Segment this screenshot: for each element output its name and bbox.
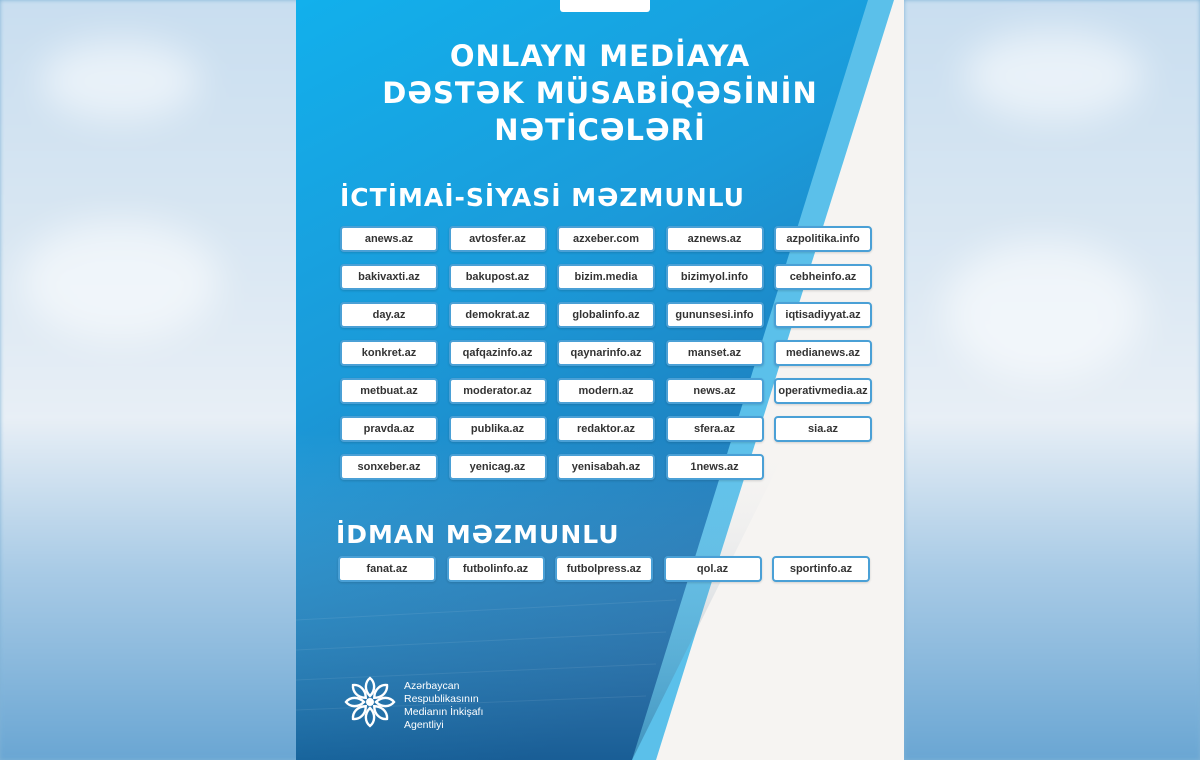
- media-chip: sia.az: [774, 416, 872, 442]
- media-chip: konkret.az: [340, 340, 438, 366]
- media-chip: manset.az: [666, 340, 764, 366]
- media-chip: demokrat.az: [449, 302, 547, 328]
- agency-name-line-1: Azərbaycan: [404, 680, 460, 692]
- media-chip: sportinfo.az: [772, 556, 870, 582]
- media-chip: globalinfo.az: [557, 302, 655, 328]
- blurred-background-right: [904, 0, 1200, 760]
- media-chip: avtosfer.az: [449, 226, 547, 252]
- blurred-background-left: [0, 0, 300, 760]
- media-chip: yenisabah.az: [557, 454, 655, 480]
- media-chip: redaktor.az: [557, 416, 655, 442]
- agency-logo: [344, 676, 544, 736]
- media-chip: cebheinfo.az: [774, 264, 872, 290]
- media-chip: qol.az: [664, 556, 762, 582]
- media-chip: fanat.az: [338, 556, 436, 582]
- title-line-2: DƏSTƏK MÜSABİQƏSİNİN: [382, 76, 818, 110]
- media-chip: futbolpress.az: [555, 556, 653, 582]
- media-chip: operativmedia.az: [774, 378, 872, 404]
- media-chip: yenicag.az: [449, 454, 547, 480]
- section-heading-political: İCTİMAİ-SİYASİ MƏZMUNLU: [340, 183, 745, 212]
- agency-flower-logo-icon: [344, 676, 396, 728]
- poster-title: [296, 38, 904, 149]
- media-chip: qafqazinfo.az: [449, 340, 547, 366]
- agency-name: [404, 680, 483, 732]
- media-chip: qaynarinfo.az: [557, 340, 655, 366]
- section-heading-sports: İDMAN MƏZMUNLU: [336, 520, 620, 549]
- media-chip: moderator.az: [449, 378, 547, 404]
- media-chip: news.az: [666, 378, 764, 404]
- media-chip: bakivaxti.az: [340, 264, 438, 290]
- media-chip: aznews.az: [666, 226, 764, 252]
- media-chip: sfera.az: [666, 416, 764, 442]
- poster: [296, 0, 904, 760]
- media-chip: 1news.az: [666, 454, 764, 480]
- agency-name-line-2: Respublikasının: [404, 693, 479, 705]
- media-chip: bakupost.az: [449, 264, 547, 290]
- agency-name-line-3: Medianın İnkişafı: [404, 706, 484, 718]
- media-chip: iqtisadiyyat.az: [774, 302, 872, 328]
- media-chip: publika.az: [449, 416, 547, 442]
- title-line-3: NƏTİCƏLƏRİ: [494, 113, 706, 147]
- media-chip: gununsesi.info: [666, 302, 764, 328]
- media-chip: modern.az: [557, 378, 655, 404]
- media-chip: day.az: [340, 302, 438, 328]
- title-line-1: ONLAYN MEDİAYA: [449, 39, 751, 73]
- media-chip: futbolinfo.az: [447, 556, 545, 582]
- top-tab-decoration: [560, 0, 650, 12]
- media-chip: azxeber.com: [557, 226, 655, 252]
- media-chip: pravda.az: [340, 416, 438, 442]
- media-chip: sonxeber.az: [340, 454, 438, 480]
- media-chip: medianews.az: [774, 340, 872, 366]
- media-chip: azpolitika.info: [774, 226, 872, 252]
- agency-name-line-4: Agentliyi: [404, 719, 444, 731]
- media-chip: bizim.media: [557, 264, 655, 290]
- media-chip: metbuat.az: [340, 378, 438, 404]
- media-chip: bizimyol.info: [666, 264, 764, 290]
- media-chip: anews.az: [340, 226, 438, 252]
